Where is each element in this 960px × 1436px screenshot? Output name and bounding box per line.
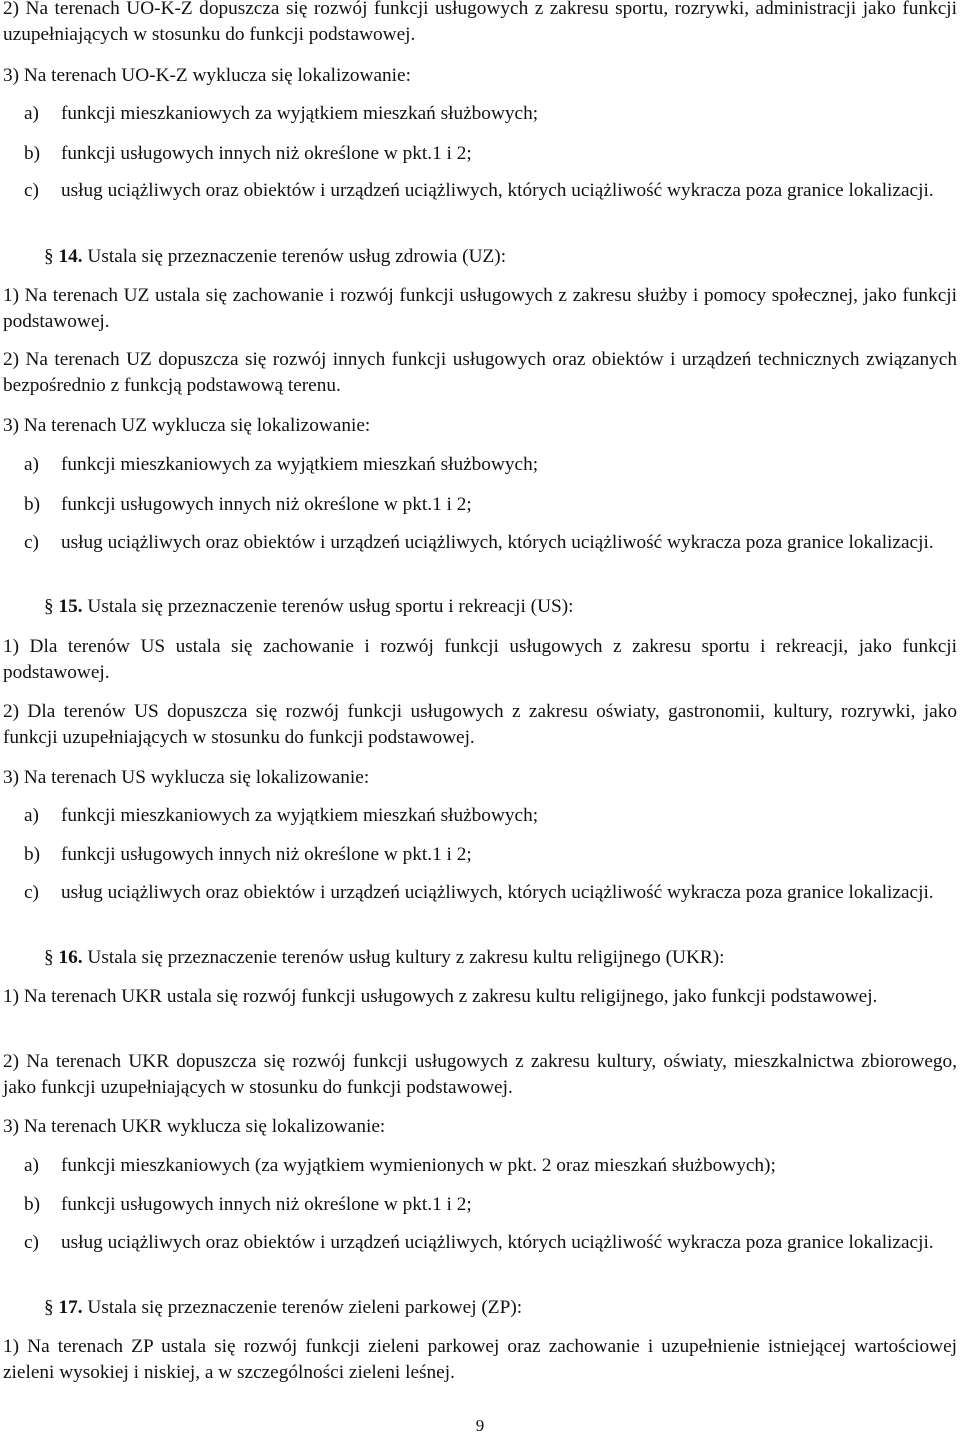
paragraph-us-1: 1) Dla terenów US ustala się zachowanie i rozwój funkcji usługowych z zakresu sportu i rekreacji, jako funkcji podstawowej. — [3, 636, 957, 683]
list-text: funkcji mieszkaniowych (za wyjątkiem wymienionych w pkt. 2 oraz mieszkań służbowych); — [61, 1155, 776, 1176]
list-text: funkcji usługowych innych niż określone w pkt.1 i 2; — [61, 1194, 472, 1215]
list-item-uz-a — [24, 452, 958, 478]
list-label: c) — [24, 1232, 39, 1253]
paragraph-us-3: 3) Na terenach US wyklucza się lokalizowanie: — [3, 767, 370, 788]
section-number: 16. — [58, 947, 83, 968]
paragraph-uokz-2: 2) Na terenach UO-K-Z dopuszcza się rozwój funkcji usługowych z zakresu sportu, rozrywki, administracji jako funkcji uzupełniających w stosunku do funkcji podstawowej. — [3, 0, 957, 45]
list-item-uokz-c — [24, 178, 958, 204]
paragraph-zp-1: 1) Na terenach ZP ustala się rozwój funkcji zieleni parkowej oraz zachowanie i uzupełnienie istniejącej wartościowej zieleni wysokiej i niskiej, a w szczególności zieleni leśnej. — [3, 1336, 957, 1383]
section-title: Ustala się przeznaczenie terenów zieleni parkowej (ZP): — [87, 1297, 523, 1318]
paragraph-us-2: 2) Dla terenów US dopuszcza się rozwój funkcji usługowych z zakresu oświaty, gastronomii, kultury, rozrywki, jako funkcji uzupełniających w stosunku do funkcji podstawowej. — [3, 701, 957, 748]
page-number: 9 — [475, 1416, 485, 1435]
list-text: funkcji usługowych innych niż określone w pkt.1 i 2; — [61, 494, 472, 515]
list-item-uokz-b — [24, 141, 958, 167]
list-item-us-b — [24, 842, 958, 868]
list-label: c) — [24, 532, 39, 553]
list-label: a) — [24, 805, 39, 826]
list-item-us-a — [24, 803, 958, 829]
list-text: funkcji usługowych innych niż określone w pkt.1 i 2; — [61, 143, 472, 164]
list-label: b) — [24, 143, 41, 164]
section-symbol: § — [44, 1297, 54, 1318]
list-item-ukr-b — [24, 1192, 958, 1218]
list-text: funkcji mieszkaniowych za wyjątkiem mieszkań służbowych; — [61, 454, 539, 475]
list-label: b) — [24, 1194, 41, 1215]
section-symbol: § — [44, 246, 54, 267]
paragraph-ukr-1: 1) Na terenach UKR ustala się rozwój funkcji usługowych z zakresu kultu religijnego, jako funkcji podstawowej. — [3, 986, 878, 1007]
section-title: Ustala się przeznaczenie terenów usług kultury z zakresu kultu religijnego (UKR): — [87, 947, 725, 968]
list-item-ukr-a — [24, 1153, 958, 1179]
list-text: funkcji mieszkaniowych za wyjątkiem mieszkań służbowych; — [61, 103, 539, 124]
list-label: a) — [24, 1155, 39, 1176]
list-label: c) — [24, 882, 39, 903]
paragraph-uz-3: 3) Na terenach UZ wyklucza się lokalizowanie: — [3, 415, 371, 436]
list-text: funkcji usługowych innych niż określone w pkt.1 i 2; — [61, 844, 472, 865]
paragraph-ukr-3: 3) Na terenach UKR wyklucza się lokalizowanie: — [3, 1116, 386, 1137]
list-item-uz-c — [24, 530, 958, 556]
section-heading-16 — [44, 945, 725, 971]
list-label: b) — [24, 494, 41, 515]
paragraph-uz-1: 1) Na terenach UZ ustala się zachowanie i rozwój funkcji usługowych z zakresu służby i pomocy społecznej, jako funkcji podstawowej. — [3, 285, 957, 332]
paragraph-uokz-3: 3) Na terenach UO-K-Z wyklucza się lokalizowanie: — [3, 65, 411, 86]
list-item-us-c — [24, 880, 958, 906]
section-number: 17. — [58, 1297, 83, 1318]
paragraph-uz-2: 2) Na terenach UZ dopuszcza się rozwój innych funkcji usługowych oraz obiektów i urządzeń technicznych związanych bezpośrednio z funkcją podstawową terenu. — [3, 349, 957, 396]
section-title: Ustala się przeznaczenie terenów usług sportu i rekreacji (US): — [87, 596, 574, 617]
list-item-ukr-c — [24, 1230, 958, 1256]
list-text: usług uciążliwych oraz obiektów i urządzeń uciążliwych, których uciążliwość wykracza poza granice lokalizacji. — [61, 180, 934, 201]
section-heading-17 — [44, 1295, 522, 1321]
section-heading-14 — [44, 244, 506, 270]
list-text: usług uciążliwych oraz obiektów i urządzeń uciążliwych, których uciążliwość wykracza poza granice lokalizacji. — [61, 1232, 934, 1253]
section-symbol: § — [44, 596, 54, 617]
list-text: usług uciążliwych oraz obiektów i urządzeń uciążliwych, których uciążliwość wykracza poza granice lokalizacji. — [61, 532, 934, 553]
section-heading-15 — [44, 594, 574, 620]
list-text: funkcji mieszkaniowych za wyjątkiem mieszkań służbowych; — [61, 805, 539, 826]
list-label: a) — [24, 103, 39, 124]
list-label: a) — [24, 454, 39, 475]
list-label: b) — [24, 844, 41, 865]
section-title: Ustala się przeznaczenie terenów usług zdrowia (UZ): — [87, 246, 507, 267]
list-text: usług uciążliwych oraz obiektów i urządzeń uciążliwych, których uciążliwość wykracza poza granice lokalizacji. — [61, 882, 934, 903]
section-symbol: § — [44, 947, 54, 968]
section-number: 15. — [58, 596, 83, 617]
paragraph-ukr-2: 2) Na terenach UKR dopuszcza się rozwój funkcji usługowych z zakresu kultury, oświaty, mieszkalnictwa zbiorowego, jako funkcji uzupełniających w stosunku do funkcji podstawowej. — [3, 1051, 957, 1098]
list-item-uokz-a — [24, 101, 958, 127]
list-label: c) — [24, 180, 39, 201]
list-item-uz-b — [24, 492, 958, 518]
section-number: 14. — [58, 246, 83, 267]
